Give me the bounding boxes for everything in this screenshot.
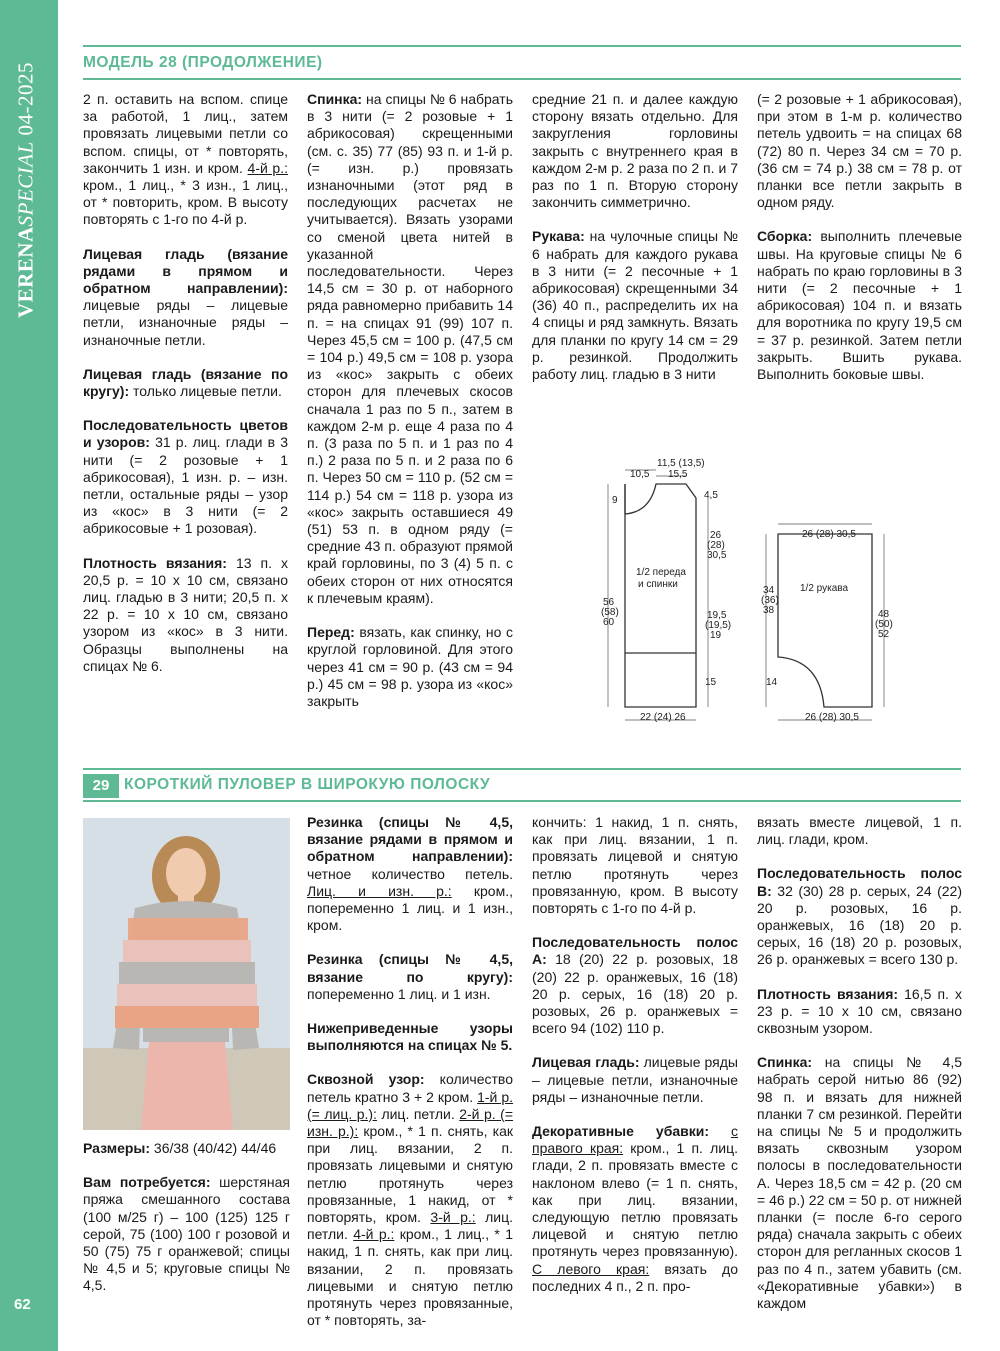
dim-rib: 15	[705, 677, 717, 688]
rib-flat-sub-text: кром., попеременно 1 лиц. и 1 изн., кром.	[307, 882, 513, 934]
sleeve-cuff: 14	[766, 677, 778, 688]
sizes-text: 36/38 (40/42) 44/46	[150, 1140, 277, 1156]
stockinette-round-text: только лицевые петли.	[129, 383, 282, 400]
section1-col1	[83, 91, 288, 692]
section1-top-rule	[83, 45, 961, 47]
right-edge-text: кром., 1 п. лиц. глади, 2 п. провязать вместе с наклоном влево (= 1 п. снять, как при лиц. вязании, следующую петлю провязать лицевой и снятую петлю протянуть через провязанную).	[532, 1140, 738, 1260]
model-photo	[83, 818, 290, 1130]
stripes-a-title: Последовательность полос А:	[532, 934, 738, 968]
dim-left-3: 60	[603, 617, 615, 628]
section1-heading: МОДЕЛЬ 28 (ПРОДОЛЖЕНИЕ)	[83, 54, 323, 71]
decreases-title: Декоративные убавки:	[532, 1123, 710, 1140]
pattern-schematic	[590, 450, 970, 730]
stockinette-flat-title: Лицевая гладь (вязание рядами в прямом и обратном направлении):	[83, 245, 288, 297]
sizes-title: Размеры:	[83, 1140, 151, 1156]
lace-text-c: кром., * 1 п. снять, как при лиц. вязании, 2 п. провязать лицевыми и снятую петлю протянуть через провязанные, 1 накид, от * повторять, кром.	[307, 1123, 513, 1226]
front-rib-outline	[625, 653, 696, 707]
stripes-b-title: Последовательность полос В:	[757, 865, 962, 899]
sleeves-title: Рукава:	[532, 228, 585, 245]
col4-p1: (= 2 розовые + 1 абрикосовая), при этом в 1-м р. количество петель удвоить = на спицах 68 (72) 80 п. Через 34 см = 70 р. (36 см = 74 р.) 38 см = 78 р. от планки все петли закрыть в одном ряду.	[757, 91, 962, 211]
rib-flat-text: четное количество петель.	[307, 865, 513, 882]
dim-right-2: (28)	[707, 540, 725, 551]
front-label-2: и спинки	[638, 579, 678, 590]
brand-special: SPECIAL	[13, 141, 38, 227]
section2-col4	[757, 814, 962, 1329]
back2-text: на спицы № 4,5 набрать серой нитью 86 (92) 98 п. и вязать для нижней планки 7 см резинкой. Перейти на спицы № 5 и продолжить вязать сквозным узором полосы в последовательности А. Через 18,5 см = 42 р. (20 см = 46 р.) 22 см = 50 р. от нижней планки (= после 6-го серого ряда) сначала закрыть с обеих сторон для регланных скосов 1 раз по 4 п., затем убавить (см. «Декоративные убавки») в каждом	[757, 1054, 962, 1312]
lace-text-e: кром., 1 лиц., * 1 накид, 1 п. снять, как при лиц. вязании, 2 п. провязать лицевыми и снятую петлю протянуть через провязанные, от * повторять, за-	[307, 1226, 513, 1329]
gauge2-text: 16,5 п. х 23 р. = 10 х 10 см, связано сквозным узором.	[757, 985, 962, 1037]
face-shape	[166, 848, 206, 898]
front-title: Перед:	[307, 624, 355, 641]
lace-row4-label: 4-й р.:	[353, 1226, 395, 1243]
needle-note: Нижеприведенные узоры выполняются на спицах № 5.	[307, 1020, 513, 1054]
section2-col3	[532, 814, 738, 1312]
lace-row1-label: 1-й р. (= лиц. р.):	[307, 1088, 513, 1122]
back-text: на спицы № 6 набрать в 3 нити (= 2 розовые + 1 абрикосовая) скрещенными (см. с. 35) 77 (85) 93 п. и 1-й р. (= изн. р.) провязать изнаночными (этот ряд в последующих расчетах не учитывается). Вязать узорами со сменой цвета нитей в указанной последовательности. Через 14,5 см = 30 р. от наборного ряда равномерно прибавить 14 п. = на спицах 91 (99) 107 п. Через 45,5 см = 100 р. (47,5 см = 104 р.) 49,5 см = 108 р. узора из «кос» закрыть с обеих сторон для плечевых скосов сначала 1 раз по 5 п., затем в каждом 2-м р. еще 4 раза по 4 п. (3 раза по 5 п. и 1 раз по 4 п.) 2 раза по 5 п. и 2 раза по 6 п. Через 50 см = 110 р. (52 см = 114 р.) 54 см = 118 р. узора из «кос» закрыть оставшиеся 49 (51) 53 п. в одном ряду (= средние 43 п. образуют прямой край горловины, по 3 (4) 5 п. с обеих сторон от них относятся к плечевым краям).	[307, 91, 513, 606]
stockinette-title: Лицевая гладь:	[532, 1054, 640, 1071]
page-number: 62	[14, 1296, 31, 1313]
sleeve-left-3: 38	[763, 605, 775, 616]
dim-right-1: 26	[710, 530, 722, 541]
stockinette-text: лицевые ряды – лицевые петли, изнаночные ряды – изнаночные петли.	[532, 1054, 738, 1105]
pants-shape	[141, 1042, 233, 1130]
section2-heading: КОРОТКИЙ ПУЛОВЕР В ШИРОКУЮ ПОЛОСКУ	[124, 776, 491, 793]
materials-title: Вам потребуется:	[83, 1174, 211, 1191]
decreases-continued: вязать вместе лицевой, 1 п. лиц. глади, кром.	[757, 814, 962, 848]
section1-bottom-rule	[83, 78, 961, 80]
sleeve-right-2: (50)	[875, 619, 893, 630]
lace-continued: кончить: 1 накид, 1 п. снять, как при лиц. вязании, 1 п. провязать лицевой и снятую петлю протянуть через провязанную, кром. В высоту повторять с 1-го по 4-й р.	[532, 814, 738, 917]
magazine-title	[6, 61, 46, 319]
rib-flat-sub-label: Лиц. и изн. р.:	[307, 882, 452, 899]
dim-side-2: (19,5)	[705, 620, 732, 631]
lace-title: Сквозной узор:	[307, 1071, 425, 1088]
gauge-title: Плотность вязания:	[83, 554, 227, 571]
gauge-text: 13 п. х 20,5 р. = 10 х 10 см, связано лиц. гладью в 3 нити; 20,5 п. х 22 р. = 10 х 10 см, связано узором из «кос» в 3 нити. Образцы выполнены на спицах № 6.	[83, 554, 288, 674]
back-title: Спинка:	[307, 91, 363, 107]
lace-text-d: лиц. петли.	[307, 1209, 513, 1243]
front-text: вязать, как спинку, но с круглой горловиной. Для этого через 41 см = 90 р. (43 см = 94 р.) 45 см = 98 р. узора из «кос» закрыть	[307, 624, 513, 709]
back2-title: Спинка:	[757, 1054, 813, 1071]
front-label-1: 1/2 переда	[636, 567, 686, 578]
sleeve-right-3: 52	[878, 629, 890, 640]
section2-col2	[307, 814, 513, 1346]
sleeve-left-2: (36)	[761, 595, 779, 606]
stockinette-round-title: Лицевая гладь (вязание по кругу):	[83, 365, 288, 400]
brand-name: VERENA	[13, 226, 38, 319]
dim-shoulder: 4,5	[704, 490, 718, 501]
dim-left-2: (58)	[601, 607, 619, 618]
dim-top-left: 10,5	[630, 469, 650, 480]
materials-text: шерстяная пряжа смешанного состава (100 м/25 г) – 100 (125) 125 г серой, 75 (100) 100 г розовой и 50 (75) 75 г оранжевой; спицы № 4,5 и 5; круговые спицы № 4,5.	[83, 1174, 290, 1294]
sleeve-bottom: 26 (28) 30,5	[805, 712, 859, 723]
lace-text-b: лиц. петли.	[376, 1105, 455, 1122]
section1-col2	[307, 91, 513, 727]
lace-row2-label: 2-й р. (= изн. р.):	[307, 1105, 514, 1140]
left-edge-label: С левого края:	[532, 1260, 650, 1277]
col3-p1: средние 21 п. и далее каждую сторону вязать отдельно. Для закругления горловины закрыть с внутреннего края в каждом 2-м р. 2 раза по 2 п. и 7 раз по 1 п. Вторую сторону закончить симметрично.	[532, 91, 738, 211]
rib-round-text: попеременно 1 лиц. и 1 изн.	[307, 985, 491, 1002]
lace-text-a: количество петель кратно 3 + 2 кром.	[307, 1071, 513, 1105]
stripes-b-text: 32 (30) 28 р. серых, 24 (22) 20 р. розовых, 16 р. оранжевых, 16 (18) 20 р. серых, 16 (18) 20 р. розовых, 26 р. оранжевых = всего 130 р.	[757, 882, 962, 968]
section2-col1	[83, 1140, 290, 1312]
section1-col3	[532, 91, 738, 400]
dim-side-1: 19,5	[707, 610, 727, 621]
rib-flat-title: Резинка (спицы № 4,5, вязание рядами в прямом и обратном направлении):	[307, 814, 513, 865]
color-sequence-text: 31 р. лиц. глади в 3 нити (= 2 розовые + 1 абрикосовая), 1 изн. р. – изн. петли, остальные ряды – узор из «кос» в 3 нити (= 2 абрикосовые + 1 розовая).	[83, 434, 288, 537]
dim-bottom: 22 (24) 26	[640, 712, 686, 723]
rib-round-title: Резинка (спицы № 4,5, вязание по кругу):	[307, 951, 513, 985]
sleeve-right-1: 48	[878, 609, 890, 620]
gauge2-title: Плотность вязания:	[757, 985, 899, 1002]
stripes-a-text: 18 (20) 22 р. розовых, 18 (20) 22 р. оранжевых, 16 (18) 20 р. серых, 16 (18) 20 р. розовых, 26 р. оранжевых = всего 94 (102) 110 р.	[532, 951, 738, 1037]
dim-top-mid-2: 15,5	[668, 469, 688, 480]
dim-left-1: 56	[603, 597, 615, 608]
dim-neck: 9	[612, 495, 618, 506]
issue-number: 04-2025	[13, 61, 38, 136]
section1-col4	[757, 91, 962, 400]
dim-right-3: 30,5	[707, 550, 727, 561]
sweater-shape	[113, 901, 259, 1050]
assembly-title: Сборка:	[757, 228, 813, 245]
dim-side-3: 19	[710, 630, 722, 641]
row4-text: кром., 1 лиц., * 3 изн., 1 лиц., от * повторить, кром. В высоту повторять с 1-го по 4-й р.	[83, 177, 288, 228]
stockinette-flat-text: лицевые ряды – лицевые петли, изнаночные ряды – изнаночные петли.	[83, 297, 288, 348]
sleeve-top: 26 (28) 30,5	[802, 529, 856, 540]
right-edge-label: с правого края:	[532, 1123, 739, 1157]
assembly-text: выполнить плечевые швы. На круговые спицы № 6 набрать по краю горловины в 3 нити (= 2 песочные + 1 абрикосовая) 104 п. и вязать для воротника по кругу 19,5 см = 37 р. резинкой. Затем петли закрыть. Вшить рукава. Выполнить боковые швы.	[757, 228, 962, 383]
section2-bottom-rule	[83, 800, 961, 802]
section2-top-rule	[83, 768, 961, 770]
sweater-photo-illustration	[83, 818, 290, 1130]
sleeve-label: 1/2 рукава	[800, 583, 849, 594]
col1-p1: 2 п. оставить на вспом. спице за работой, 1 лиц., затем провязать лицевыми петли со вспом. спицы, от * повторять, закончить 1 изн. и кром.	[83, 91, 288, 176]
row4-label: 4-й р.:	[247, 159, 288, 176]
sleeve-left-1: 34	[763, 585, 775, 596]
lace-row3-label: 3-й р.:	[430, 1209, 476, 1226]
sleeve-outline	[778, 534, 872, 707]
left-edge-text: вязать до последних 4 п., 2 п. про-	[532, 1260, 738, 1294]
sidebar	[0, 0, 58, 1351]
model-number-badge: 29	[83, 774, 119, 798]
dim-top-mid-1: 11,5 (13,5)	[657, 458, 705, 469]
color-sequence-title: Последовательность цветов и узоров:	[83, 417, 288, 451]
sleeves-text: на чулочные спицы № 6 набрать для каждого рукава в 3 нити (= 2 песочные + 1 абрикосовая) скрещенными 34 (36) 40 п., распределить их на 4 спицы и ряд замкнуть. Вязать для планки по кругу 14 см = 29 р. резинкой. Продолжить работу лиц. гладью в 3 нити	[532, 228, 738, 383]
